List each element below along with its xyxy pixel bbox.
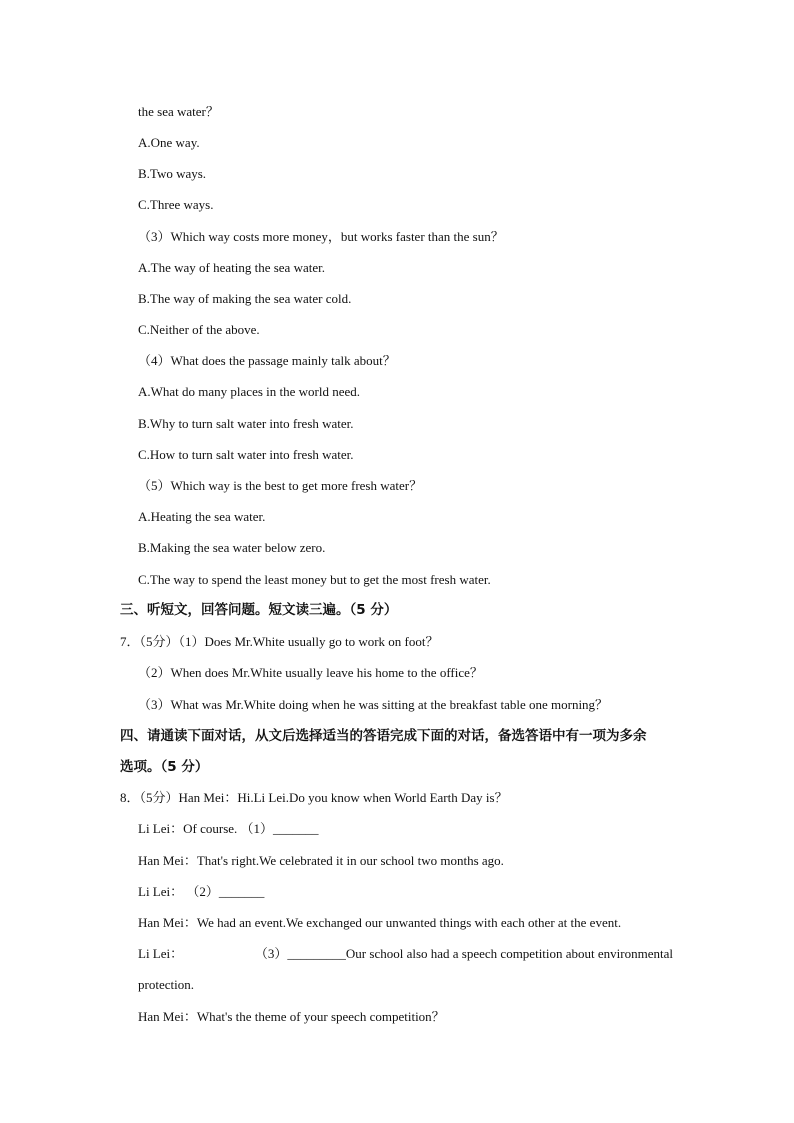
dialogue-line-5-text: （3）_________Our school also had a speech competition about environmental	[254, 946, 673, 961]
q6-5-option-c: C.The way to spend the least money but to get the most fresh water.	[138, 572, 491, 587]
q6-5-option-a: A.Heating the sea water.	[138, 509, 266, 524]
dialogue-line-1: Li Lei：Of course. （1）_______	[138, 821, 319, 836]
q6-3-option-b: B.The way of making the sea water cold.	[138, 291, 352, 306]
q7-stem: 7．（5分）（1）Does Mr.White usually go to work on foot？	[120, 634, 439, 649]
q6-2-option-b: B.Two ways.	[138, 166, 207, 181]
q6-3-option-a: A.The way of heating the sea water.	[138, 260, 325, 275]
q6-3-stem: （3）Which way costs more money，but works faster than the sun？	[138, 229, 504, 244]
q6-2-option-a: A.One way.	[138, 135, 200, 150]
dialogue-line-5	[138, 945, 673, 963]
dialogue-line-5-wrap: protection.	[138, 977, 194, 992]
q6-5-option-b: B.Making the sea water below zero.	[138, 540, 326, 555]
dialogue-line-4: Han Mei：We had an event.We exchanged our unwanted things with each other at the event.	[138, 915, 622, 930]
q6-4-option-c: C.How to turn salt water into fresh water.	[138, 447, 354, 462]
q7-sub-2: （2）When does Mr.White usually leave his home to the office？	[138, 665, 483, 680]
q6-3-option-c: C.Neither of the above.	[138, 322, 260, 337]
dialogue-line-6: Han Mei：What's the theme of your speech competition？	[138, 1009, 445, 1024]
dialogue-line-2: Han Mei：That's right.We celebrated it in our school two months ago.	[138, 853, 504, 868]
section-3-heading: 三、听短文，回答问题。短文读三遍。（5 分）	[120, 602, 398, 618]
q6-4-option-a: A.What do many places in the world need.	[138, 384, 361, 399]
q6-4-stem: （4）What does the passage mainly talk about？	[138, 353, 396, 368]
q6-2-option-c: C.Three ways.	[138, 197, 214, 212]
section-4-heading-line1: 四、请通读下面对话，从文后选择适当的答语完成下面的对话，备选答语中有一项为多余	[120, 728, 647, 744]
section-4-heading-line2: 选项。（5 分）	[120, 759, 209, 775]
q6-2-stem-tail: the sea water？	[138, 104, 219, 119]
dialogue-line-3: Li Lei： （2）_______	[138, 884, 265, 899]
q7-sub-3: （3）What was Mr.White doing when he was sitting at the breakfast table one morning？	[138, 697, 609, 712]
q8-intro: 8．（5分）Han Mei：Hi.Li Lei.Do you know when World Earth Day is？	[120, 790, 508, 805]
q6-4-option-b: B.Why to turn salt water into fresh water.	[138, 416, 354, 431]
dialogue-speaker: Li Lei：	[138, 946, 184, 961]
q6-5-stem: （5）Which way is the best to get more fresh water？	[138, 478, 423, 493]
